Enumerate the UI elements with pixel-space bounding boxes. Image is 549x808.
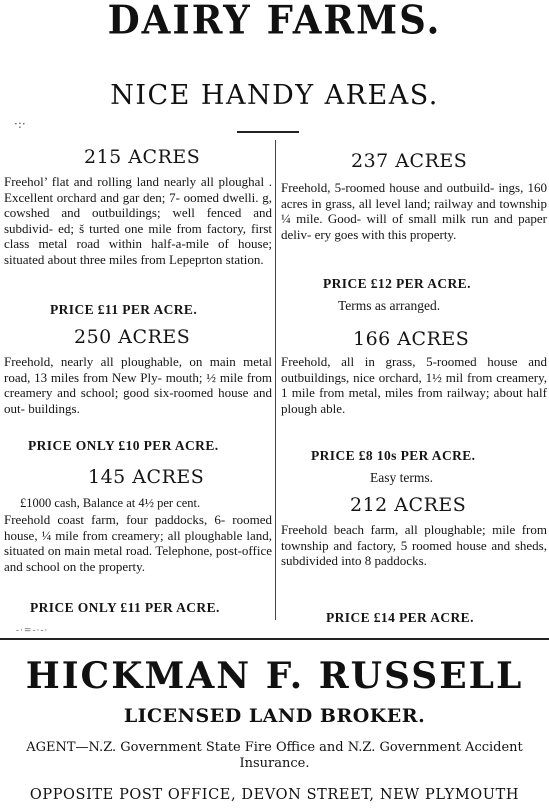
- listing-acres: 145 ACRES: [88, 466, 205, 488]
- print-speck: ·:·: [14, 117, 26, 131]
- listing-description: Freehol’ flat and rolling land nearly all ploughal . Excellent orchard and gar den; 7- oomed dwelli. g, cowshed and outbuildings; well fenced and subdivid- ed; š turted one mile from factory, first class metal road within half-a-mile of house; situated about three miles from Lepeprton station.: [4, 174, 272, 267]
- listing-description: Freehold, 5-roomed house and outbuild- ings, 160 acres in grass, all level land; railway and township ¼ mile. Good- will of small milk run and paper deliv- ery goes with this property.: [281, 180, 547, 242]
- listing-price: PRICE £12 PER ACRE.: [323, 276, 471, 291]
- listing-description: Freehold coast farm, four paddocks, 6- roomed house, ¼ mile from creamery; all ploughable land, situated on main metal road. Telephone, post-office and school on the property.: [4, 512, 272, 574]
- listing-terms: Terms as arranged.: [338, 298, 441, 313]
- page-subtitle: NICE HANDY AREAS.: [110, 80, 439, 111]
- listing-acres: 166 ACRES: [353, 328, 470, 350]
- broker-title: LICENSED LAND BROKER.: [123, 705, 426, 727]
- listing-acres: 237 ACRES: [351, 150, 468, 172]
- footer-rule: [0, 638, 549, 640]
- listing-description: Freehold, all in grass, 5-roomed house and outbuildings, nice orchard, 1½ mil from creamery, 1 mile from metal, miles from railway; about half plough able.: [281, 354, 547, 416]
- listing-note: £1000 cash, Balance at 4½ per cent.: [20, 496, 201, 510]
- page-title: DAIRY FARMS.: [107, 0, 442, 44]
- agent-line: AGENT—N.Z. Government State Fire Office and N.Z. Government Accident Insurance.: [26, 740, 523, 771]
- listing-acres: 250 ACRES: [74, 326, 191, 348]
- broker-name: HICKMAN F. RUSSELL: [25, 655, 524, 697]
- title-rule: [237, 131, 299, 133]
- listing-price: PRICE £11 PER ACRE.: [50, 302, 198, 317]
- column-divider: [275, 140, 276, 620]
- listing-description: Freehold, nearly all ploughable, on main metal road, 13 miles from New Ply- mouth; ½ mile from creamery and school; good six-roomed house and out- buildings.: [4, 354, 272, 416]
- print-speck: -·=-·-·: [16, 626, 49, 636]
- listing-price: PRICE £14 PER ACRE.: [326, 610, 474, 625]
- listing-terms: Easy terms.: [370, 470, 433, 485]
- listing-price: PRICE ONLY £10 PER ACRE.: [28, 438, 219, 453]
- listing-price: PRICE £8 10s PER ACRE.: [311, 448, 476, 463]
- listing-description: Freehold beach farm, all ploughable; mile from township and factory, 5 roomed house and sheds, subdivided into 8 paddocks.: [281, 522, 547, 569]
- address-line: OPPOSITE POST OFFICE, DEVON STREET, NEW PLYMOUTH: [29, 787, 520, 803]
- listing-price: PRICE ONLY £11 PER ACRE.: [30, 600, 220, 615]
- listing-acres: 215 ACRES: [84, 146, 201, 168]
- listing-acres: 212 ACRES: [350, 494, 467, 516]
